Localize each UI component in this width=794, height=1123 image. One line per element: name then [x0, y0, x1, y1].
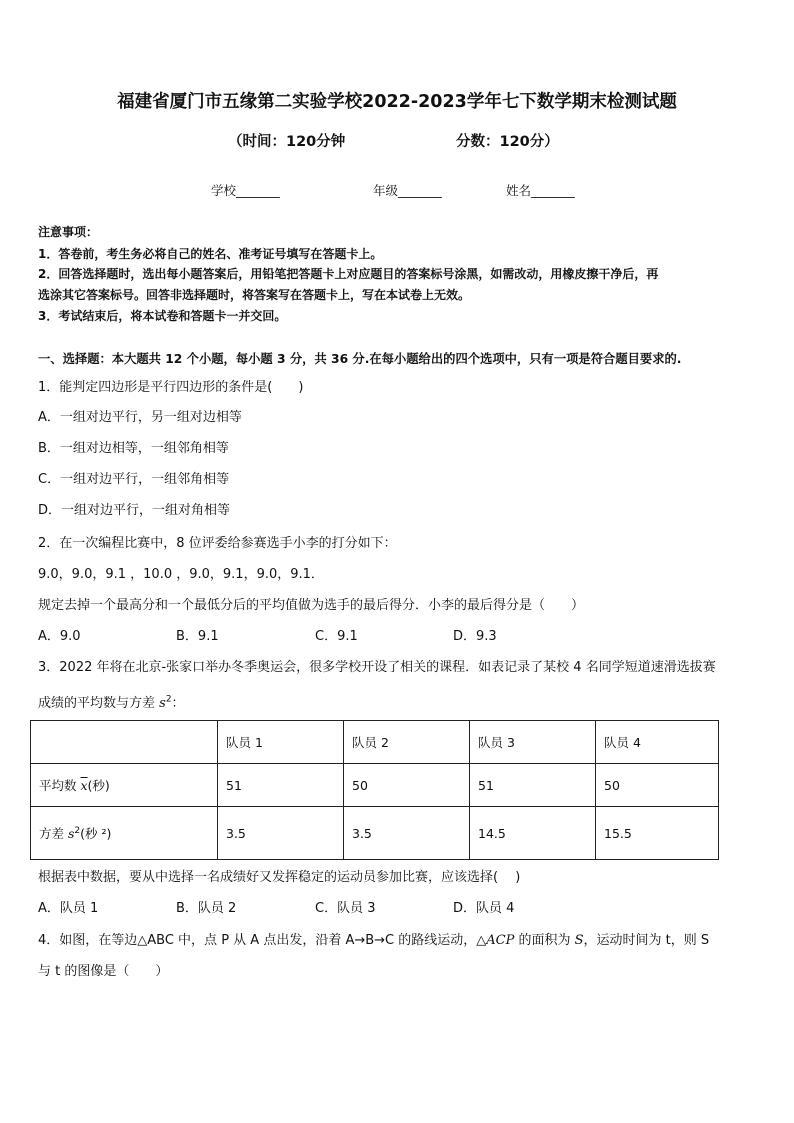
grade-field: 年级_______	[373, 183, 442, 198]
exam-time: （时间：120分钟	[228, 134, 346, 150]
mean-label-cell: 平均数 $\overline{x}$(秒)	[31, 764, 218, 807]
table-header-cell: 队员 4	[596, 721, 719, 764]
table-cell: 3.5	[344, 807, 470, 860]
notice-item: 2．回答选择题时，选出每小题答案后，用铅笔把答题卡上对应题目的答案标号涂黑，如需改动，用橡皮擦干净后，再	[38, 267, 659, 281]
school-field: 学校_______	[211, 183, 280, 198]
question-2-option-d: D．9.3	[453, 629, 497, 644]
exam-score: 分数：120分）	[456, 134, 559, 150]
question-4-stem: 4．如图，在等边△ABC 中，点 P 从 A 点出发，沿着 A→B→C 的路线运动，△ACP 的面积为 S，运动时间为 t，则 S	[38, 933, 710, 948]
table-row	[31, 764, 719, 807]
question-2-option-b: B．9.1	[176, 629, 219, 644]
notice-item: 1．答卷前，考生务必将自己的姓名、准考证号填写在答题卡上。	[38, 247, 383, 261]
question-2-option-a: A．9.0	[38, 629, 81, 644]
question-1-option-b: B．一组对边相等，一组邻角相等	[38, 441, 229, 456]
question-3-stem: 3．2022 年将在北京-张家口举办冬季奥运会，很多学校开设了相关的课程．如表记录了某校 4 名同学短道速滑选拔赛	[38, 660, 716, 675]
table-cell: 14.5	[470, 807, 596, 860]
table-header-row	[31, 721, 719, 764]
table-header-cell: 队员 2	[344, 721, 470, 764]
table-row	[31, 807, 719, 860]
question-3-option-b: B．队员 2	[176, 901, 237, 916]
question-3-option-a: A．队员 1	[38, 901, 99, 916]
statistics-table	[30, 720, 719, 860]
question-1-option-c: C．一组对边平行，一组邻角相等	[38, 472, 230, 487]
table-header-cell: 队员 1	[218, 721, 344, 764]
table-header-cell	[31, 721, 218, 764]
question-2-question: 规定去掉一个最高分和一个最低分后的平均值做为选手的最后得分．小李的最后得分是（ ）	[38, 598, 585, 613]
question-3-option-c: C．队员 3	[315, 901, 376, 916]
question-1-option-a: A．一组对边平行，另一组对边相等	[38, 410, 242, 425]
question-3-stem-line2: 成绩的平均数与方差 $s^2$：	[38, 694, 185, 711]
notice-heading: 注意事项：	[38, 225, 99, 239]
question-2-scores: 9.0，9.0，9.1 ，10.0 ，9.0，9.1，9.0，9.1．	[38, 567, 324, 582]
variance-symbol: s	[159, 696, 166, 711]
table-cell: 50	[344, 764, 470, 807]
question-3-question: 根据表中数据，要从中选择一名成绩好又发挥稳定的运动员参加比赛，应该选择( )	[38, 870, 521, 885]
exam-title: 福建省厦门市五缘第二实验学校2022-2023学年七下数学期末检测试题	[117, 92, 677, 112]
table-cell: 51	[218, 764, 344, 807]
section-heading: 一、选择题：本大题共 12 个小题，每小题 3 分，共 36 分.在每小题给出的四个选项中，只有一项是符合题目要求的.	[38, 352, 682, 366]
table-header-cell: 队员 3	[470, 721, 596, 764]
table-cell: 15.5	[596, 807, 719, 860]
question-2-option-c: C．9.1	[315, 629, 358, 644]
notice-item: 选涂其它答案标号。回答非选择题时，将答案写在答题卡上，写在本试卷上无效。	[38, 288, 471, 302]
table-cell: 3.5	[218, 807, 344, 860]
question-2-stem: 2．在一次编程比赛中，8 位评委给参赛选手小李的打分如下：	[38, 536, 397, 551]
table-cell: 50	[596, 764, 719, 807]
question-1-option-d: D．一组对边平行，一组对角相等	[38, 503, 231, 518]
name-field: 姓名_______	[506, 183, 575, 198]
question-3-option-d: D．队员 4	[453, 901, 515, 916]
variance-label-cell: 方差 $s^2$(秒 ²)	[31, 807, 218, 860]
question-1-stem: 1．能判定四边形是平行四边形的条件是( )	[38, 380, 304, 395]
table-cell: 51	[470, 764, 596, 807]
question-4-stem-line2: 与 t 的图像是（ ）	[38, 964, 169, 979]
notice-item: 3．考试结束后，将本试卷和答题卡一并交回。	[38, 309, 287, 323]
